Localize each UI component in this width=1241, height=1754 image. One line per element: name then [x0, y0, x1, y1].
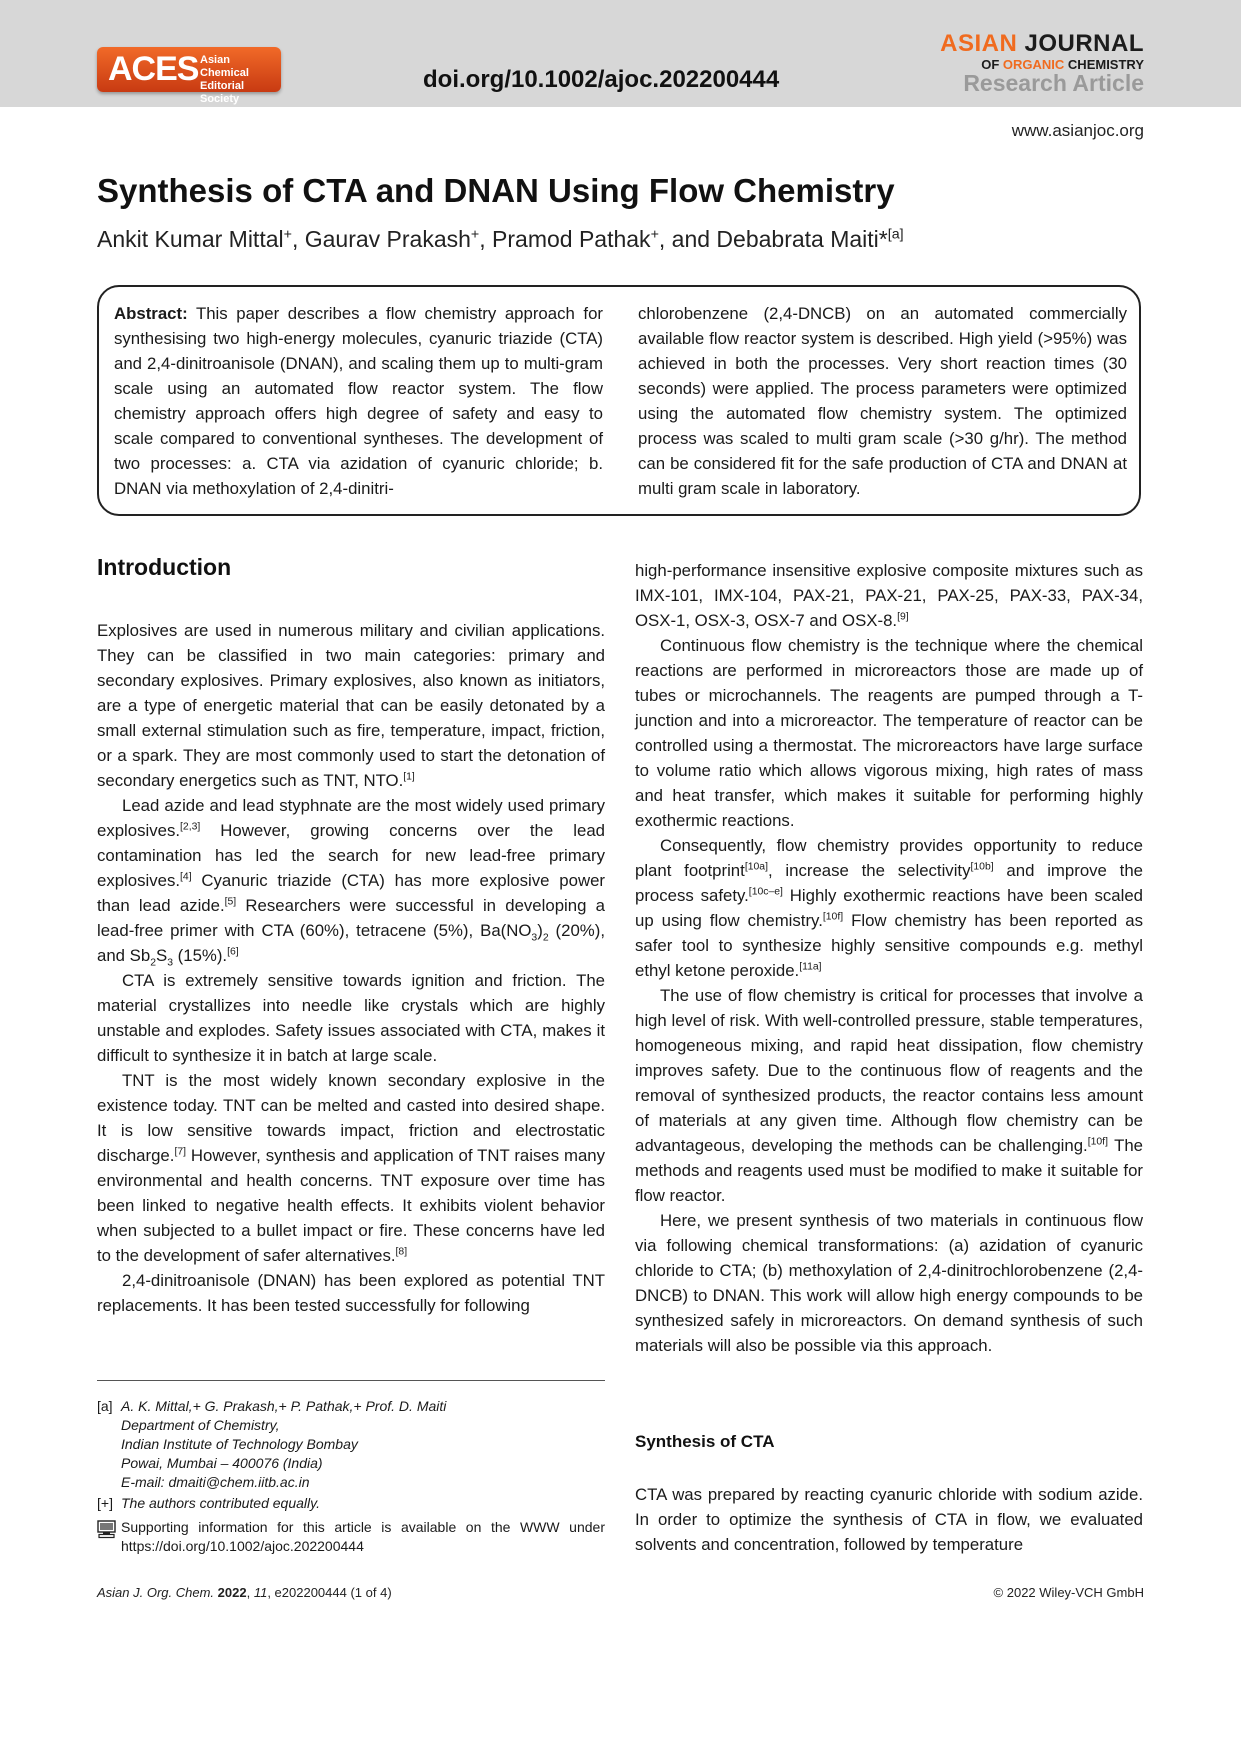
- intro-paragraph-2: Lead azide and lead styphnate are the most widely used primary explosives.[2,3] However, growing concerns over the lead contamination has led the search for new lead-free primary explosives.[4] Cyanuric triazide (CTA) has more explosive power than lead azide.[5] Researchers were successful in developing a lead-free primer with CTA (60%), tetracene (5%), $Ba(NO_3)_2$ (20%), and $Sb_2S_3$ (15%).[6]: [97, 796, 605, 969]
- article-type: Research Article: [963, 70, 1144, 96]
- journal-word-asian: ASIAN: [940, 30, 1018, 57]
- equal-contrib-mark: +: [283, 226, 292, 243]
- citation[interactable]: [8]: [395, 1246, 408, 1258]
- intro-paragraph-3: CTA is extremely sensitive towards ignition and friction. The material crystallizes into needle like crystals which are highly unstable and explodes. Safety issues associated with CTA, makes it difficult to synthesize it in batch at large scale.: [97, 971, 605, 1065]
- synthesis-cta-paragraph: CTA was prepared by reacting cyanuric chloride with sodium azide. In order to optimize the synthesis of CTA in flow, we evaluated solvents and concentration, followed by temperature: [635, 1485, 1143, 1554]
- footnote-equal-contribution: [97, 1494, 605, 1513]
- citation[interactable]: [10a]: [744, 861, 768, 873]
- citation[interactable]: [11a]: [799, 961, 822, 973]
- footnote-si-text[interactable]: Supporting information for this article is available on the WWW under https://doi.org/10.1002/ajoc.202200444: [121, 1519, 605, 1554]
- footnote-a-mark: [a]: [97, 1398, 113, 1414]
- citation[interactable]: [10c–e]: [748, 886, 783, 898]
- corresponding-mark: *: [878, 226, 888, 252]
- aces-logo: [97, 47, 281, 105]
- computer-icon: [97, 1520, 116, 1539]
- equal-contrib-mark: +: [470, 226, 480, 243]
- right-paragraph-5: Here, we present synthesis of two materials in continuous flow via following chemical transformations: (a) azidation of cyanuric chloride to CTA; (b) methoxylation of 2,4-dinitrochlorobenzene (2,4-DNCB) to DNAN. This work will allow high energy compounds to be synthesized safely in microreactors. On demand synthesis of such materials will also be possible via this approach.: [635, 1211, 1143, 1355]
- footnote-affiliation: [97, 1397, 605, 1492]
- article-title: Synthesis of CTA and DNAN Using Flow Chemistry: [97, 172, 895, 209]
- intro-paragraph-5: 2,4-dinitroanisole (DNAN) has been explored as potential TNT replacements. It has been tested successfully for following: [97, 1271, 605, 1315]
- citation[interactable]: [1]: [403, 771, 415, 783]
- introduction-heading: Introduction: [97, 554, 232, 580]
- footnote-plus-mark: [+]: [97, 1495, 113, 1511]
- intro-paragraph-1: Explosives are used in numerous military and civilian applications. They can be classified in two main categories: primary and secondary explosives. Primary explosives, also known as initiators, are a type of energetic material that can be easily detonated by a small external stimulation such as fire, temperature, impact, friction, or a spark. They are most commonly used to start the detonation of secondary energetics such as TNT, NTO.[1]: [97, 621, 605, 790]
- abstract-right-column: chlorobenzene (2,4-DNCB) on an automated commercially available flow reactor system is described. High yield (>95%) was achieved in both the processes. Very short reaction times (30 seconds) were applied. The process parameters were optimized using the automated flow chemistry system. The optimized process was scaled to multi gram scale (>30 g/hr). The method can be considered fit for the safe production of CTA and DNAN at multi gram scale in laboratory.: [638, 304, 1127, 498]
- author-list: Ankit Kumar Mittal+, Gaurav Prakash+, Pramod Pathak+, and Debabrata Maiti*[a]: [97, 226, 904, 252]
- citation[interactable]: [10f]: [1087, 1136, 1108, 1148]
- equal-contrib-mark: +: [650, 226, 659, 243]
- left-column-body: [97, 618, 605, 1318]
- footer-article: , e202200444 (1 of 4): [267, 1585, 392, 1600]
- citation[interactable]: [5]: [224, 896, 237, 908]
- journal-word-chemistry: CHEMISTRY: [1067, 57, 1144, 72]
- journal-word-organic: ORGANIC: [1002, 57, 1065, 72]
- footer-citation: Asian J. Org. Chem. 2022, 11, e202200444 (1 of 4): [97, 1585, 392, 1600]
- abstract-left-column: [114, 301, 603, 501]
- citation[interactable]: [6]: [227, 946, 239, 958]
- footer-journal: Asian J. Org. Chem.: [97, 1585, 215, 1600]
- citation[interactable]: [7]: [174, 1146, 187, 1158]
- right-paragraph-4: The use of flow chemistry is critical for processes that involve a high level of risk. With well-controlled pressure, stable temperatures, homogeneous mixing, and rapid heat dissipation, flow chemistry improves safety. Due to the continuous flow of reagents and the removal of synthesized products, the reactor contains less amount of materials at any given time. Although flow chemistry can be advantageous, developing the methods can be challenging.[10f] The methods and reagents used must be modified to make it suitable for flow reactor.: [635, 986, 1143, 1205]
- doi-link[interactable]: doi.org/10.1002/ajoc.202200444: [423, 66, 780, 93]
- abstract-label: Abstract:: [114, 304, 188, 323]
- intro-paragraph-4: TNT is the most widely known secondary explosive in the existence today. TNT can be melted and casted into desired shape. It is low sensitive towards impact, friction and electrostatic discharge.[7] However, synthesis and application of TNT raises many environmental and health concerns. TNT exposure over time has been linked to negative health effects. It exhibits violent behavior when subjected to a bullet impact or fire. These concerns have led to the development of safer alternatives.[8]: [97, 1071, 605, 1265]
- journal-word-journal: JOURNAL: [1024, 30, 1144, 57]
- journal-website-link[interactable]: www.asianjoc.org: [1011, 121, 1144, 140]
- footnote-a-address: Powai, Mumbai – 400076 (India): [121, 1455, 323, 1471]
- right-paragraph-1: high-performance insensitive explosive composite mixtures such as IMX-101, IMX-104, PAX-21, PAX-21, PAX-25, PAX-33, PAX-34, OSX-1, OSX-3, OSX-7 and OSX-8.[9]: [635, 561, 1143, 630]
- footer-volume: 11: [253, 1585, 268, 1600]
- citation[interactable]: [2,3]: [180, 821, 201, 833]
- right-column-body: [635, 558, 1143, 1358]
- citation[interactable]: [4]: [180, 871, 192, 883]
- footer-copyright: © 2022 Wiley-VCH GmbH: [993, 1585, 1144, 1600]
- footnote-a-inst: Indian Institute of Technology Bombay: [121, 1436, 358, 1452]
- aces-logo-text: ACES: [108, 50, 199, 88]
- aces-logo-subtitle: [200, 54, 280, 106]
- journal-word-of: OF: [981, 57, 1000, 72]
- journal-masthead: [940, 32, 1144, 95]
- page-header: [0, 0, 1241, 107]
- author-mittal[interactable]: Ankit Kumar Mittal: [97, 226, 284, 252]
- synthesis-cta-body: [635, 1482, 1143, 1557]
- right-paragraph-2: Continuous flow chemistry is the technique where the chemical reactions are performed in microreactors those are made up of tubes or microchannels. The reagents are pumped through a T-junction and into a microreactor. The temperature of reactor can be controlled using a thermostat. The microreactors have large surface to volume ratio which allows vigorous mixing, high rates of mass and heat transfer, which makes it suitable for performing highly exothermic reactions.: [635, 636, 1143, 830]
- affiliation-mark: [a]: [887, 226, 904, 243]
- author-pathak[interactable]: Pramod Pathak: [492, 226, 651, 252]
- abstract-text-left: This paper describes a flow chemistry approach for synthesising two high-energy molecules, cyanuric triazide (CTA) and 2,4-dinitroanisole (DNAN), and scaling them up to multi-gram scale using an automated flow reactor system. The flow chemistry approach offers high degree of safety and easy to scale compared to conventional syntheses. The development of two processes: a. CTA via azidation of cyanuric chloride; b. DNAN via methoxylation of 2,4-dinitri-: [114, 304, 603, 498]
- citation[interactable]: [10b]: [970, 861, 994, 873]
- citation[interactable]: [10f]: [822, 911, 844, 923]
- footnote-a-authors: A. K. Mittal,+ G. Prakash,+ P. Pathak,+ Prof. D. Maiti: [121, 1398, 447, 1414]
- footnote-plus-text: The authors contributed equally.: [121, 1495, 320, 1511]
- abstract-box: [97, 285, 1141, 516]
- footer-year: 2022: [217, 1585, 247, 1600]
- footnote-supporting-info: [97, 1518, 605, 1556]
- citation[interactable]: [9]: [897, 611, 909, 623]
- footnote-a-dept: Department of Chemistry,: [121, 1417, 280, 1433]
- footnote-a-email[interactable]: E-mail: dmaiti@chem.iitb.ac.in: [121, 1474, 310, 1490]
- right-paragraph-3: Consequently, flow chemistry provides opportunity to reduce plant footprint[10a], increase the selectivity[10b] and improve the process safety.[10c–e] Highly exothermic reactions have been scaled up using flow chemistry.[10f] Flow chemistry has been reported as safer tool to synthesize highly sensitive compounds e.g. methyl ethyl ketone peroxide.[11a]: [635, 836, 1144, 980]
- aces-logo-subtitle-1: Asian Chemical: [200, 54, 249, 79]
- author-maiti[interactable]: and Debabrata Maiti: [671, 226, 879, 252]
- aces-logo-subtitle-2: Editorial Society: [200, 80, 245, 105]
- author-prakash[interactable]: Gaurav Prakash: [304, 226, 471, 252]
- synthesis-cta-heading: Synthesis of CTA: [635, 1432, 775, 1451]
- footnote-divider: [97, 1380, 605, 1381]
